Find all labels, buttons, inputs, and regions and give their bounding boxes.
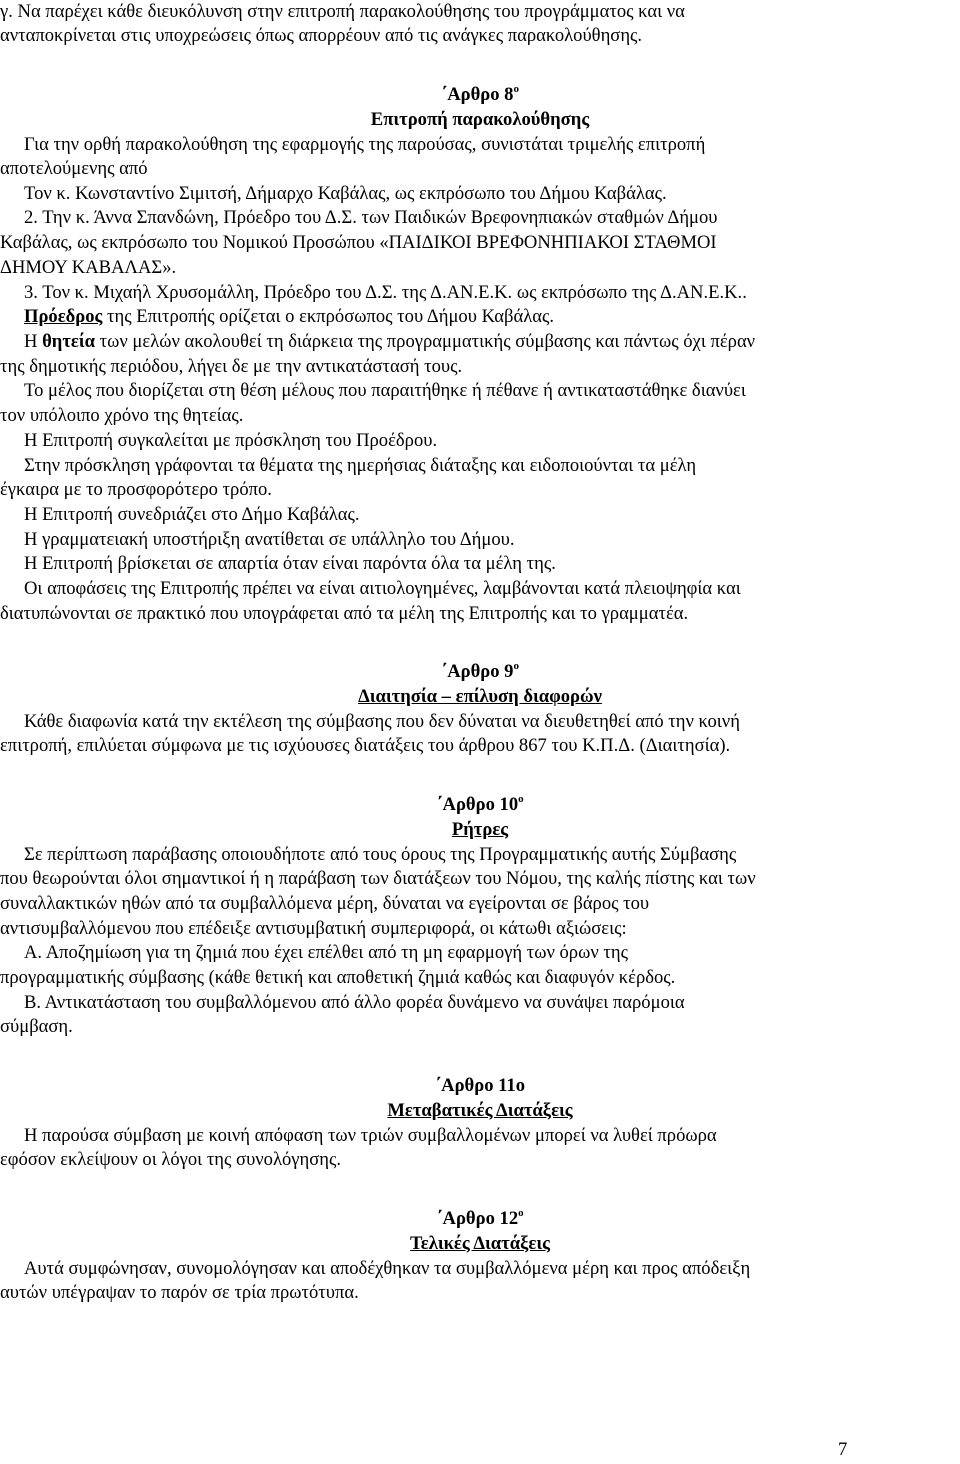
member-1: Τον κ. Κωνσταντίνο Σιμιτσή, Δήμαρχο Καβάλας, ως εκπρόσωπο του Δήμου Καβάλας. (24, 183, 667, 204)
article-11-subtitle: Μεταβατικές Διατάξεις (387, 1100, 573, 1121)
article-10-subtitle: Ρήτρες (451, 819, 509, 840)
article-10-line-3: συναλλακτικών ηθών από τα συμβαλλόμενα μέρη, δύναται να εγείρονται σε βάρος του (0, 893, 650, 914)
article-11-heading: ΄Αρθρο 11ο (434, 1075, 526, 1096)
president-clause: Πρόεδρος της Επιτροπής ορίζεται ο εκπρόσωπος του Δήμου Καβάλας. (24, 306, 555, 327)
member-3: 3. Τον κ. Μιχαήλ Χρυσομάλλη, Πρόεδρο του Δ.Σ. της Δ.ΑΝ.Ε.Κ. ως εκπρόσωπο της Δ.ΑΝ.Ε.Κ.. (24, 282, 747, 303)
article-12-line-2: αυτών υπέγραψαν το παρόν σε τρία πρωτότυπα. (0, 1282, 359, 1303)
article-8-p1-line-1: Για την ορθή παρακολούθηση της εφαρμογής της παρούσας, συνιστάται τριμελής επιτροπή (24, 134, 706, 155)
clause-b-line-2: σύμβαση. (0, 1016, 73, 1037)
convene-line: Η Επιτροπή συγκαλείται με πρόσκληση του Προέδρου. (24, 430, 438, 451)
decisions-line-2: διατυπώνονται σε πρακτικό που υπογράφεται από τα μέλη της Επιτροπής και το γραμματέα. (0, 603, 689, 624)
article-8-p1-line-2: αποτελούμενης από (0, 158, 148, 179)
decisions-line-1: Οι αποφάσεις της Επιτροπής πρέπει να είναι αιτιολογημένες, λαμβάνονται κατά πλειοψηφία και (24, 578, 741, 599)
article-8-heading: ΄Αρθρο $8^o$ (441, 83, 519, 105)
secretariat-line: Η γραμματειακή υποστήριξη ανατίθεται σε υπάλληλο του Δήμου. (24, 529, 515, 550)
article-9-heading: ΄Αρθρο $9^o$ (441, 660, 519, 682)
article-9-subtitle: Διαιτησία – επίλυση διαφορών (358, 686, 602, 707)
article-12-subtitle: Τελικές Διατάξεις (410, 1233, 550, 1254)
clause-a-line-2: προγραμματικής σύμβασης (κάθε θετική και αποθετική ζημιά καθώς και διαφυγόν κέρδος. (0, 967, 676, 988)
article-10-heading: ΄Αρθρο $10^o$ (436, 793, 524, 815)
page-number: 7 (838, 1439, 848, 1460)
clause-a-line-1: Α. Αποζημίωση για τη ζημιά που έχει επέλθει από τη μη εφαρμογή των όρων της (24, 942, 628, 963)
invite-line-1: Στην πρόσκληση γράφονται τα θέματα της ημερήσιας διάταξης και ειδοποιούνται τα μέλη (24, 455, 697, 476)
article-12-line-1: Αυτά συμφώνησαν, συνομολόγησαν και αποδέχθηκαν τα συμβαλλόμενα μέρη και προς απόδειξη (24, 1258, 751, 1279)
article-9-line-1: Κάθε διαφωνία κατά την εκτέλεση της σύμβασης που δεν δύναται να διευθετηθεί από την κοινή (24, 711, 740, 732)
meets-line: Η Επιτροπή συνεδριάζει στο Δήμο Καβάλας. (24, 504, 360, 525)
article-9-line-2: επιτροπή, επιλύεται σύμφωνα με τις ισχύουσες διατάξεις του άρθρου 867 του Κ.Π.Δ. (Διαιτησία). (0, 735, 731, 756)
article-11-line-2: εφόσον εκλείψουν οι λόγοι της συνολόγησης. (0, 1149, 341, 1170)
article-10-line-2: που θεωρούνται όλοι σημαντικοί ή η παράβαση των διατάξεων του Νόμου, της καλής πίστης και των (0, 868, 756, 889)
member-replace-line-2: τον υπόλοιπο χρόνο της θητείας. (0, 405, 244, 426)
member-replace-line-1: Το μέλος που διορίζεται στη θέση μέλους που παραιτήθηκε ή πέθανε ή αντικαταστάθηκε διανύει (24, 380, 746, 401)
member-2-line-3: ΔΗΜΟΥ ΚΑΒΑΛΑΣ». (0, 257, 177, 278)
item-g-line-1: γ. Να παρέχει κάθε διευκόλυνση στην επιτροπή παρακολούθησης του προγράμματος και να (0, 1, 685, 22)
article-10-line-4: αντισυμβαλλόμενου που επέδειξε αντισυμβατική συμπεριφορά, οι κάτωθι αξιώσεις: (0, 918, 627, 939)
member-2-line-2: Καβάλας, ως εκπρόσωπο του Νομικού Προσώπου «ΠΑΙΔΙΚΟΙ ΒΡΕΦΟΝΗΠΙΑΚΟΙ ΣΤΑΘΜΟΙ (0, 232, 717, 253)
member-2-line-1: 2. Την κ. Άννα Σπανδώνη, Πρόεδρο του Δ.Σ. των Παιδικών Βρεφονηπιακών σταθμών Δήμου (24, 207, 718, 228)
term-line-2: της δημοτικής περιόδου, λήγει δε με την αντικατάστασή τους. (0, 356, 463, 377)
invite-line-2: έγκαιρα με το προσφορότερο τρόπο. (0, 479, 272, 500)
article-8-subtitle: Επιτροπή παρακολούθησης (370, 109, 590, 130)
item-g-line-2: ανταποκρίνεται στις υποχρεώσεις όπως απορρέουν από τις ανάγκες παρακολούθησης. (0, 25, 643, 46)
clause-b-line-1: Β. Αντικατάσταση του συμβαλλόμενου από άλλο φορέα δυνάμενο να συνάψει παρόμοια (24, 992, 685, 1013)
term-line-1: Η θητεία των μελών ακολουθεί τη διάρκεια της προγραμματικής σύμβασης και πάντως όχι πέραν (24, 331, 756, 352)
article-11-line-1: Η παρούσα σύμβαση με κοινή απόφαση των τριών συμβαλλομένων μπορεί να λυθεί πρόωρα (24, 1125, 717, 1146)
article-10-line-1: Σε περίπτωση παράβασης οποιουδήποτε από τους όρους της Προγραμματικής αυτής Σύμβασης (24, 844, 737, 865)
quorum-line: Η Επιτροπή βρίσκεται σε απαρτία όταν είναι παρόντα όλα τα μέλη της. (24, 553, 556, 574)
article-12-heading: ΄Αρθρο $12^o$ (436, 1207, 524, 1229)
